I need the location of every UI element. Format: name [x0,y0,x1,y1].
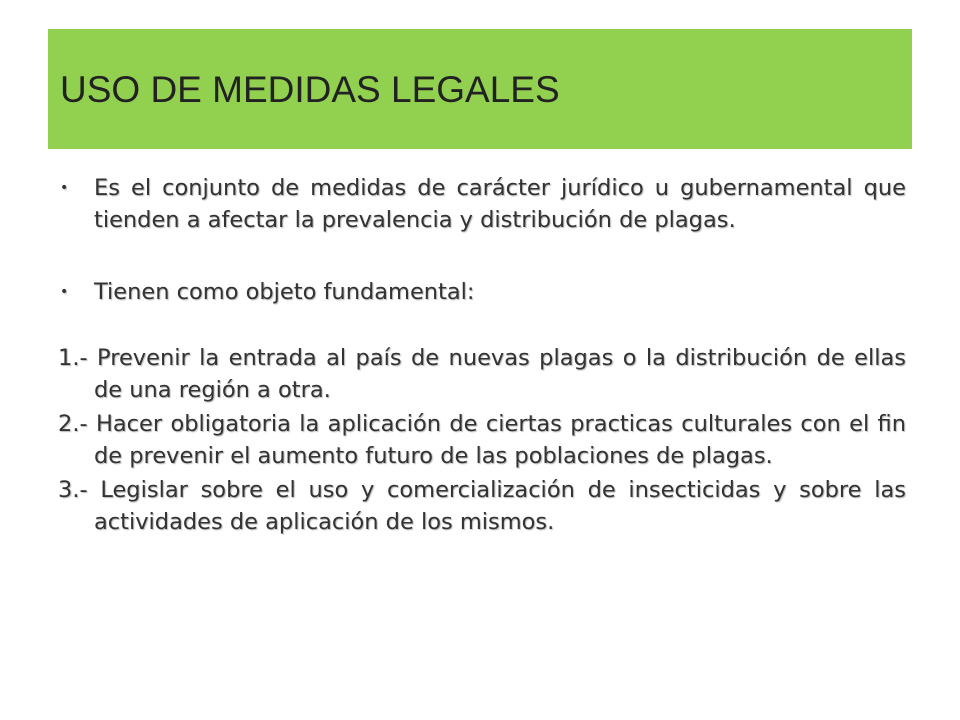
numbered-item-2 [58,408,906,472]
slide-title: USO DE MEDIDAS LEGALES [60,69,560,110]
item-number: 3.- [58,477,101,503]
item-text: Legislar sobre el uso y comercialización de insecticidas y sobre las actividades de aplicación de los mismos. [94,477,906,535]
title-band [48,29,912,149]
bullet-item-definition [58,172,906,236]
item-text: Hacer obligatoria la aplicación de ciertas practicas culturales con el fin de prevenir el aumento futuro de las poblaciones de plagas. [94,411,906,469]
numbered-item-1 [58,342,906,406]
item-text: Prevenir la entrada al país de nuevas plagas o la distribución de ellas de una región a otra. [94,345,906,403]
slide-body [58,172,906,540]
bullet-text: Tienen como objeto fundamental: [94,279,475,305]
bullet-dot-icon: • [60,284,69,300]
bullet-text: Es el conjunto de medidas de carácter jurídico u gubernamental que tienden a afectar la prevalencia y distribución de plagas. [94,175,906,233]
item-number: 1.- [58,345,98,371]
bullet-item-objective [58,276,906,308]
numbered-item-3 [58,474,906,538]
bullet-dot-icon: • [60,180,69,196]
item-number: 2.- [58,411,96,437]
